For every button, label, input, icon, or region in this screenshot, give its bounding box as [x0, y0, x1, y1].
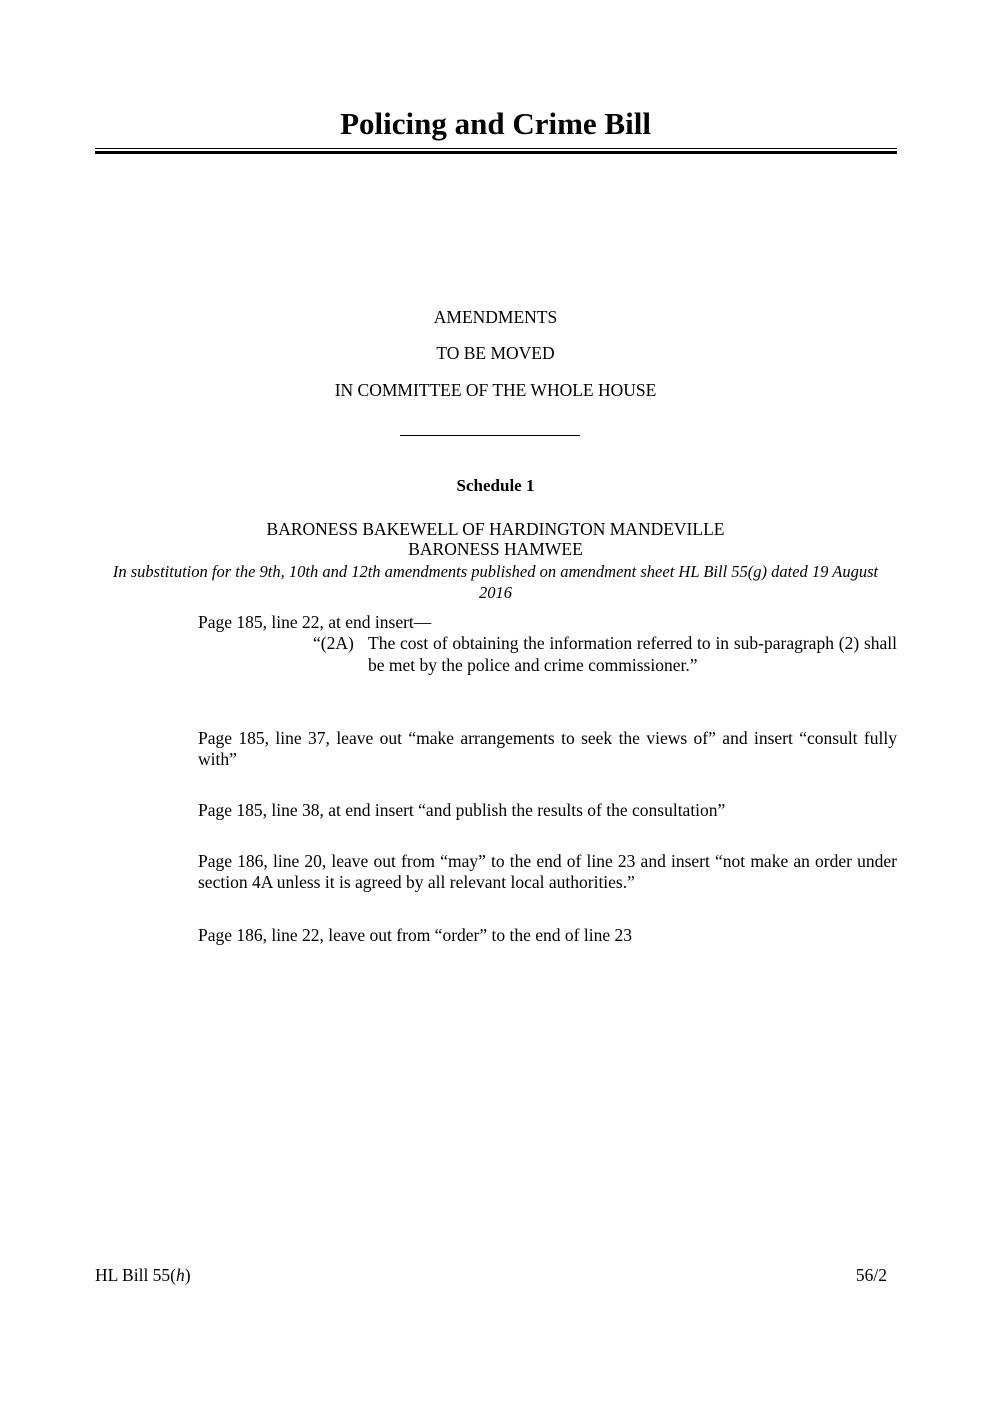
heading-committee: IN COMMITTEE OF THE WHOLE HOUSE	[334, 380, 657, 400]
bill-reference-letter: h	[176, 1265, 185, 1285]
amendment-4: Page 186, line 20, leave out from “may” to the end of line 23 and insert “not make an order under section 4A unless it is agreed by all relevant local authorities.”	[198, 851, 897, 892]
bill-title: Policing and Crime Bill	[340, 106, 651, 141]
heading-to-be-moved: TO BE MOVED	[436, 343, 555, 363]
amendment-1: Page 185, line 22, at end insert—	[198, 612, 432, 632]
amendment-3: Page 185, line 38, at end insert “and publish the results of the consultation”	[198, 800, 726, 820]
amendment-2: Page 185, line 37, leave out “make arrangements to seek the views of” and insert “consult fully with”	[198, 728, 897, 769]
substitution-note: In substitution for the 9th, 10th and 12th amendments published on amendment sheet HL Bill 55(g) dated 19 August 2016	[112, 562, 879, 602]
bill-reference-prefix: HL Bill 55(	[95, 1265, 177, 1285]
bill-reference	[95, 1265, 191, 1286]
insert-text: The cost of obtaining the information referred to in sub-paragraph (2) shall be met by the police and crime commissioner.”	[368, 633, 897, 675]
section-divider	[400, 435, 580, 436]
insert-number: “(2A)	[313, 633, 354, 653]
member-name: BARONESS HAMWEE	[408, 539, 583, 559]
amendment-5: Page 186, line 22, leave out from “order” to the end of line 23	[198, 925, 632, 945]
schedule-heading: Schedule 1	[456, 476, 535, 495]
heading-amendments: AMENDMENTS	[433, 307, 558, 327]
member-name: BARONESS BAKEWELL OF HARDINGTON MANDEVILLE	[266, 519, 725, 539]
page-number: 56/2	[855, 1265, 887, 1285]
title-rule-thin	[95, 148, 897, 149]
title-rule-thick	[95, 151, 897, 154]
bill-reference-suffix: )	[184, 1265, 191, 1285]
